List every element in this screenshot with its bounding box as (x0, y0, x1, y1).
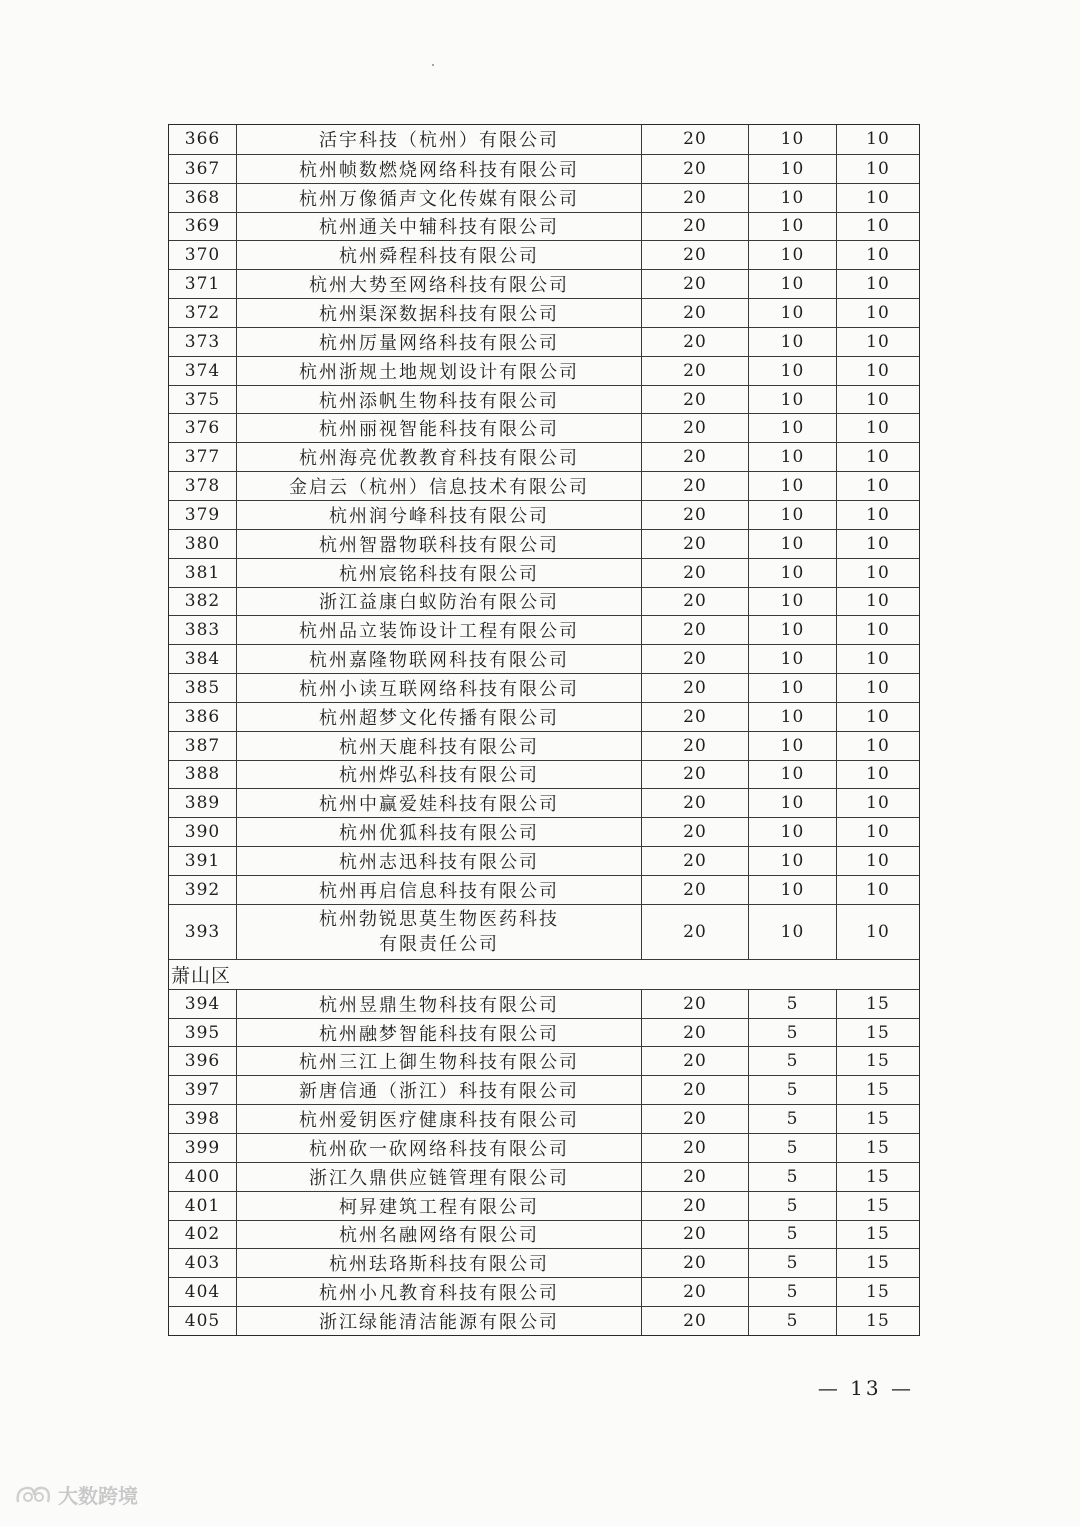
row-number: 370 (184, 245, 221, 266)
value-col-3: 15 (836, 1192, 919, 1220)
company-name: 杭州烨弘科技有限公司 (236, 761, 641, 789)
row-number: 384 (184, 649, 221, 670)
value-col-3: 10 (836, 472, 919, 500)
company-name: 杭州帧数燃烧网络科技有限公司 (236, 155, 641, 183)
value-col-2: 10 (748, 732, 836, 760)
table-row (169, 1191, 919, 1220)
value-col-3: 10 (836, 616, 919, 644)
value-col-3: 15 (836, 1076, 919, 1104)
company-name: 杭州渠深数据科技有限公司 (236, 299, 641, 327)
value-col-1: 20 (641, 1192, 748, 1220)
value-col-1: 20 (641, 443, 748, 471)
company-name: 杭州通关中辅科技有限公司 (236, 213, 641, 241)
value-col-2: 10 (748, 818, 836, 846)
row-number: 366 (184, 129, 221, 150)
company-name: 杭州海亮优教教育科技有限公司 (236, 443, 641, 471)
table-row (169, 615, 919, 644)
value-col-2: 10 (748, 674, 836, 702)
value-col-1: 20 (641, 501, 748, 529)
page-number: — 13 — (817, 1376, 914, 1400)
row-number: 377 (184, 447, 221, 468)
table-row (169, 1248, 919, 1277)
value-col-2: 10 (748, 472, 836, 500)
value-col-1: 20 (641, 530, 748, 558)
value-col-2: 5 (748, 1163, 836, 1191)
value-col-1: 20 (641, 732, 748, 760)
value-col-1: 20 (641, 1307, 748, 1335)
value-col-1: 20 (641, 588, 748, 616)
row-number: 398 (184, 1109, 221, 1130)
value-col-3: 10 (836, 213, 919, 241)
value-col-2: 10 (748, 414, 836, 442)
row-number: 381 (184, 562, 221, 583)
company-name: 杭州润兮峰科技有限公司 (236, 501, 641, 529)
company-name: 杭州三江上御生物科技有限公司 (236, 1047, 641, 1075)
value-col-2: 5 (748, 990, 836, 1018)
value-col-3: 10 (836, 847, 919, 875)
value-col-2: 10 (748, 443, 836, 471)
value-col-2: 5 (748, 1076, 836, 1104)
table-row (169, 673, 919, 702)
company-name: 杭州昱鼎生物科技有限公司 (236, 990, 641, 1018)
row-number: 399 (184, 1137, 221, 1158)
table-row (169, 212, 919, 241)
company-name: 杭州宸铭科技有限公司 (236, 559, 641, 587)
row-number: 385 (184, 677, 221, 698)
value-col-2: 10 (748, 155, 836, 183)
table-row (169, 240, 919, 269)
value-col-3: 10 (836, 530, 919, 558)
company-name: 杭州优狐科技有限公司 (236, 818, 641, 846)
value-col-1: 20 (641, 616, 748, 644)
company-name: 杭州砍一砍网络科技有限公司 (236, 1134, 641, 1162)
company-name: 杭州添帆生物科技有限公司 (236, 386, 641, 414)
row-number: 400 (184, 1166, 221, 1187)
row-number: 391 (184, 851, 221, 872)
value-col-1: 20 (641, 357, 748, 385)
table-row (169, 413, 919, 442)
value-col-1: 20 (641, 213, 748, 241)
row-number: 389 (184, 793, 221, 814)
table-row (169, 529, 919, 558)
company-name: 杭州浙规土地规划设计有限公司 (236, 357, 641, 385)
row-number: 392 (184, 879, 221, 900)
value-col-1: 20 (641, 414, 748, 442)
value-col-1: 20 (641, 876, 748, 904)
value-col-2: 10 (748, 789, 836, 817)
company-name: 浙江绿能清洁能源有限公司 (236, 1307, 641, 1335)
row-number: 397 (184, 1080, 221, 1101)
value-col-1: 20 (641, 1278, 748, 1306)
value-col-1: 20 (641, 559, 748, 587)
company-name: 杭州中赢爱娃科技有限公司 (236, 789, 641, 817)
company-name: 活宇科技（杭州）有限公司 (236, 125, 641, 154)
table-row (169, 731, 919, 760)
value-col-2: 10 (748, 559, 836, 587)
value-col-1: 20 (641, 818, 748, 846)
value-col-2: 10 (748, 125, 836, 154)
section-row (169, 959, 919, 989)
table-row (169, 154, 919, 183)
row-number: 368 (184, 187, 221, 208)
table-row (169, 125, 919, 154)
company-name: 杭州志迅科技有限公司 (236, 847, 641, 875)
value-col-3: 10 (836, 703, 919, 731)
value-col-3: 10 (836, 414, 919, 442)
table-row (169, 1306, 919, 1335)
watermark-text: 大数跨境 (58, 1484, 138, 1508)
row-number: 378 (184, 476, 221, 497)
table-row (169, 587, 919, 616)
value-col-1: 20 (641, 125, 748, 154)
company-name: 杭州厉量网络科技有限公司 (236, 328, 641, 356)
row-number: 390 (184, 822, 221, 843)
value-col-3: 10 (836, 270, 919, 298)
company-table (168, 124, 920, 1336)
value-col-3: 10 (836, 732, 919, 760)
company-name: 浙江益康白蚁防治有限公司 (236, 588, 641, 616)
table-row (169, 269, 919, 298)
value-col-3: 10 (836, 876, 919, 904)
value-col-2: 10 (748, 847, 836, 875)
value-col-3: 10 (836, 818, 919, 846)
value-col-1: 20 (641, 299, 748, 327)
company-name: 柯昇建筑工程有限公司 (236, 1192, 641, 1220)
value-col-3: 10 (836, 241, 919, 269)
row-number: 374 (184, 360, 221, 381)
value-col-2: 10 (748, 299, 836, 327)
value-col-1: 20 (641, 1047, 748, 1075)
company-name: 浙江久鼎供应链管理有限公司 (236, 1163, 641, 1191)
table-row (169, 817, 919, 846)
value-col-3: 15 (836, 1249, 919, 1277)
company-name: 杭州小凡教育科技有限公司 (236, 1278, 641, 1306)
company-name: 杭州小读互联网络科技有限公司 (236, 674, 641, 702)
value-col-2: 10 (748, 703, 836, 731)
row-number: 369 (184, 216, 221, 237)
value-col-1: 20 (641, 270, 748, 298)
value-col-3: 15 (836, 1278, 919, 1306)
value-col-1: 20 (641, 1076, 748, 1104)
value-col-2: 5 (748, 1134, 836, 1162)
value-col-3: 15 (836, 1019, 919, 1047)
table-row (169, 1046, 919, 1075)
value-col-1: 20 (641, 241, 748, 269)
company-name-line: 杭州勃锐思莫生物医药科技 (319, 908, 559, 930)
value-col-3: 15 (836, 1221, 919, 1249)
company-name-line: 有限责任公司 (379, 933, 499, 955)
company-name (236, 905, 641, 959)
value-col-2: 10 (748, 328, 836, 356)
table-row (169, 875, 919, 904)
row-number: 402 (184, 1224, 221, 1245)
value-col-3: 15 (836, 1307, 919, 1335)
row-number: 393 (184, 921, 221, 942)
row-number: 386 (184, 706, 221, 727)
value-col-3: 10 (836, 357, 919, 385)
row-number: 403 (184, 1253, 221, 1274)
value-col-2: 5 (748, 1192, 836, 1220)
value-col-2: 10 (748, 588, 836, 616)
company-name: 金启云（杭州）信息技术有限公司 (236, 472, 641, 500)
table-row (169, 385, 919, 414)
value-col-2: 5 (748, 1278, 836, 1306)
row-number: 395 (184, 1022, 221, 1043)
value-col-1: 20 (641, 1105, 748, 1133)
table-row (169, 989, 919, 1018)
value-col-3: 10 (836, 443, 919, 471)
value-col-1: 20 (641, 789, 748, 817)
value-col-3: 10 (836, 328, 919, 356)
company-name: 杭州万像循声文化传媒有限公司 (236, 184, 641, 212)
company-name: 杭州舜程科技有限公司 (236, 241, 641, 269)
table-row (169, 1220, 919, 1249)
company-name: 杭州品立装饰设计工程有限公司 (236, 616, 641, 644)
value-col-2: 5 (748, 1221, 836, 1249)
table-row (169, 298, 919, 327)
value-col-1: 20 (641, 703, 748, 731)
company-name: 杭州丽视智能科技有限公司 (236, 414, 641, 442)
table-row (169, 702, 919, 731)
value-col-3: 10 (836, 559, 919, 587)
value-col-2: 10 (748, 905, 836, 959)
company-name: 杭州名融网络有限公司 (236, 1221, 641, 1249)
row-number: 373 (184, 331, 221, 352)
value-col-1: 20 (641, 1019, 748, 1047)
value-col-2: 10 (748, 270, 836, 298)
value-col-1: 20 (641, 645, 748, 673)
watermark (14, 1480, 138, 1509)
value-col-1: 20 (641, 184, 748, 212)
company-name: 杭州大势至网络科技有限公司 (236, 270, 641, 298)
value-col-3: 10 (836, 299, 919, 327)
row-number: 367 (184, 158, 221, 179)
value-col-3: 10 (836, 645, 919, 673)
watermark-logo-icon (14, 1482, 52, 1508)
value-col-1: 20 (641, 905, 748, 959)
row-number: 375 (184, 389, 221, 410)
value-col-3: 10 (836, 501, 919, 529)
company-name: 杭州嘉隆物联网科技有限公司 (236, 645, 641, 673)
table-row (169, 788, 919, 817)
value-col-3: 10 (836, 674, 919, 702)
table-row (169, 442, 919, 471)
company-name-lines (319, 907, 559, 957)
row-number: 382 (184, 591, 221, 612)
value-col-2: 5 (748, 1105, 836, 1133)
value-col-2: 5 (748, 1249, 836, 1277)
value-col-3: 10 (836, 386, 919, 414)
value-col-2: 10 (748, 357, 836, 385)
value-col-1: 20 (641, 1221, 748, 1249)
table-row (169, 500, 919, 529)
company-name: 杭州智嚣物联科技有限公司 (236, 530, 641, 558)
value-col-2: 10 (748, 213, 836, 241)
value-col-2: 5 (748, 1019, 836, 1047)
value-col-1: 20 (641, 990, 748, 1018)
company-name: 杭州珐珞斯科技有限公司 (236, 1249, 641, 1277)
value-col-3: 15 (836, 990, 919, 1018)
row-number: 383 (184, 620, 221, 641)
value-col-1: 20 (641, 1163, 748, 1191)
value-col-3: 10 (836, 155, 919, 183)
company-name: 杭州再启信息科技有限公司 (236, 876, 641, 904)
row-number: 401 (184, 1195, 221, 1216)
section-label-xiaoshan: 萧山区 (171, 964, 232, 987)
value-col-3: 15 (836, 1105, 919, 1133)
scan-speck (432, 64, 434, 66)
company-name: 杭州融梦智能科技有限公司 (236, 1019, 641, 1047)
row-number: 371 (184, 274, 221, 295)
value-col-2: 10 (748, 241, 836, 269)
row-number: 376 (184, 418, 221, 439)
value-col-3: 15 (836, 1047, 919, 1075)
row-number: 405 (184, 1310, 221, 1331)
value-col-1: 20 (641, 761, 748, 789)
value-col-3: 15 (836, 1163, 919, 1191)
value-col-3: 10 (836, 789, 919, 817)
row-number: 394 (184, 993, 221, 1014)
value-col-2: 5 (748, 1307, 836, 1335)
table-row (169, 356, 919, 385)
value-col-2: 10 (748, 616, 836, 644)
table-row (169, 327, 919, 356)
row-number: 396 (184, 1051, 221, 1072)
company-name: 新唐信通（浙江）科技有限公司 (236, 1076, 641, 1104)
value-col-2: 10 (748, 184, 836, 212)
value-col-2: 10 (748, 501, 836, 529)
value-col-3: 10 (836, 905, 919, 959)
table-row (169, 1018, 919, 1047)
value-col-1: 20 (641, 328, 748, 356)
table-row (169, 1075, 919, 1104)
table-row (169, 644, 919, 673)
value-col-2: 10 (748, 386, 836, 414)
company-name: 杭州天鹿科技有限公司 (236, 732, 641, 760)
value-col-3: 10 (836, 125, 919, 154)
value-col-1: 20 (641, 847, 748, 875)
table-row (169, 1277, 919, 1306)
value-col-2: 5 (748, 1047, 836, 1075)
table-row (169, 904, 919, 959)
row-number: 380 (184, 533, 221, 554)
value-col-2: 10 (748, 530, 836, 558)
company-name: 杭州超梦文化传播有限公司 (236, 703, 641, 731)
value-col-1: 20 (641, 472, 748, 500)
value-col-2: 10 (748, 645, 836, 673)
value-col-1: 20 (641, 386, 748, 414)
table-row (169, 1104, 919, 1133)
value-col-3: 15 (836, 1134, 919, 1162)
value-col-2: 10 (748, 761, 836, 789)
value-col-1: 20 (641, 155, 748, 183)
row-number: 387 (184, 735, 221, 756)
table-row (169, 558, 919, 587)
value-col-3: 10 (836, 184, 919, 212)
value-col-1: 20 (641, 1249, 748, 1277)
company-name: 杭州爱钥医疗健康科技有限公司 (236, 1105, 641, 1133)
row-number: 404 (184, 1282, 221, 1303)
value-col-3: 10 (836, 588, 919, 616)
value-col-1: 20 (641, 1134, 748, 1162)
value-col-2: 10 (748, 876, 836, 904)
value-col-3: 10 (836, 761, 919, 789)
row-number: 388 (184, 764, 221, 785)
row-number: 372 (184, 302, 221, 323)
table-row (169, 1133, 919, 1162)
value-col-1: 20 (641, 674, 748, 702)
table-row (169, 846, 919, 875)
row-number: 379 (184, 504, 221, 525)
table-row (169, 471, 919, 500)
table-row (169, 1162, 919, 1191)
table-row (169, 183, 919, 212)
table-row (169, 760, 919, 789)
